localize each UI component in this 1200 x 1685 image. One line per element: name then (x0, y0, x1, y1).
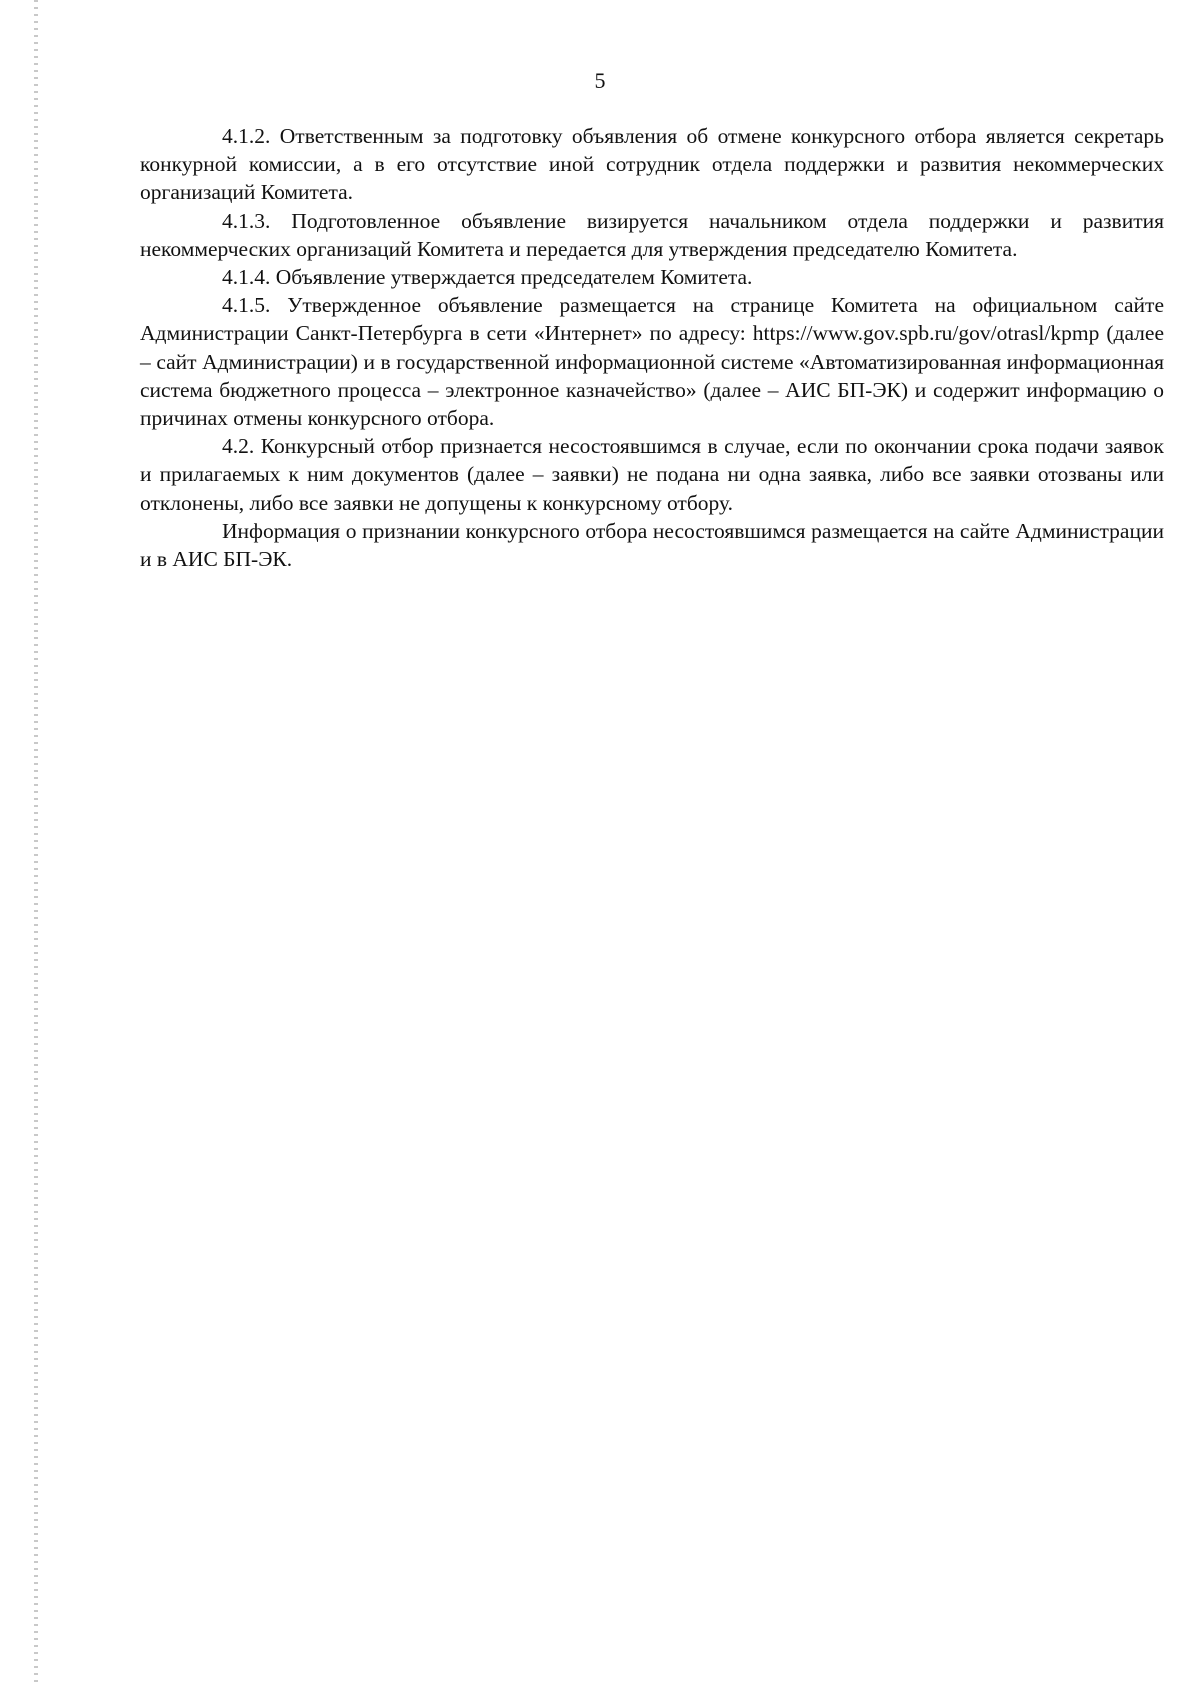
paragraph-4-1-5: 4.1.5. Утвержденное объявление размещается на странице Комитета на официальном сайте Администрации Санкт-Петербурга в сети «Интернет» по адресу: https://www.gov.spb.ru/gov/otrasl/kpmp (далее – сайт Администрации) и в государственной информационной системе «Автоматизированная информационная система бюджетного процесса – электронное казначейство» (далее – АИС БП-ЭК) и содержит информацию о причинах отмены конкурсного отбора. (140, 293, 1164, 431)
page-number: 5 (594, 68, 606, 93)
document-body (140, 122, 1164, 573)
paragraph-4-1-3: 4.1.3. Подготовленное объявление визируется начальником отдела поддержки и развития некоммерческих организаций Комитета и передается для утверждения председателю Комитета. (140, 208, 1164, 261)
paragraph-4-1-4: 4.1.4. Объявление утверждается председателем Комитета. (222, 265, 753, 290)
paragraph-4-2: 4.2. Конкурсный отбор признается несостоявшимся в случае, если по окончании срока подачи заявок и прилагаемых к ним документов (далее – заявки) не подана ни одна заявка, либо все заявки отозваны или отклонены, либо все заявки не допущены к конкурсному отбору. (140, 434, 1164, 515)
paragraph-4-1-2: 4.1.2. Ответственным за подготовку объявления об отмене конкурсного отбора является секретарь конкурной комиссии, а в его отсутствие иной сотрудник отдела поддержки и развития некоммерческих организаций Комитета. (140, 124, 1164, 205)
scan-edge-artifact (34, 0, 38, 1685)
paragraph-information: Информация о признании конкурсного отбора несостоявшимся размещается на сайте Администрации и в АИС БП-ЭК. (140, 518, 1164, 572)
